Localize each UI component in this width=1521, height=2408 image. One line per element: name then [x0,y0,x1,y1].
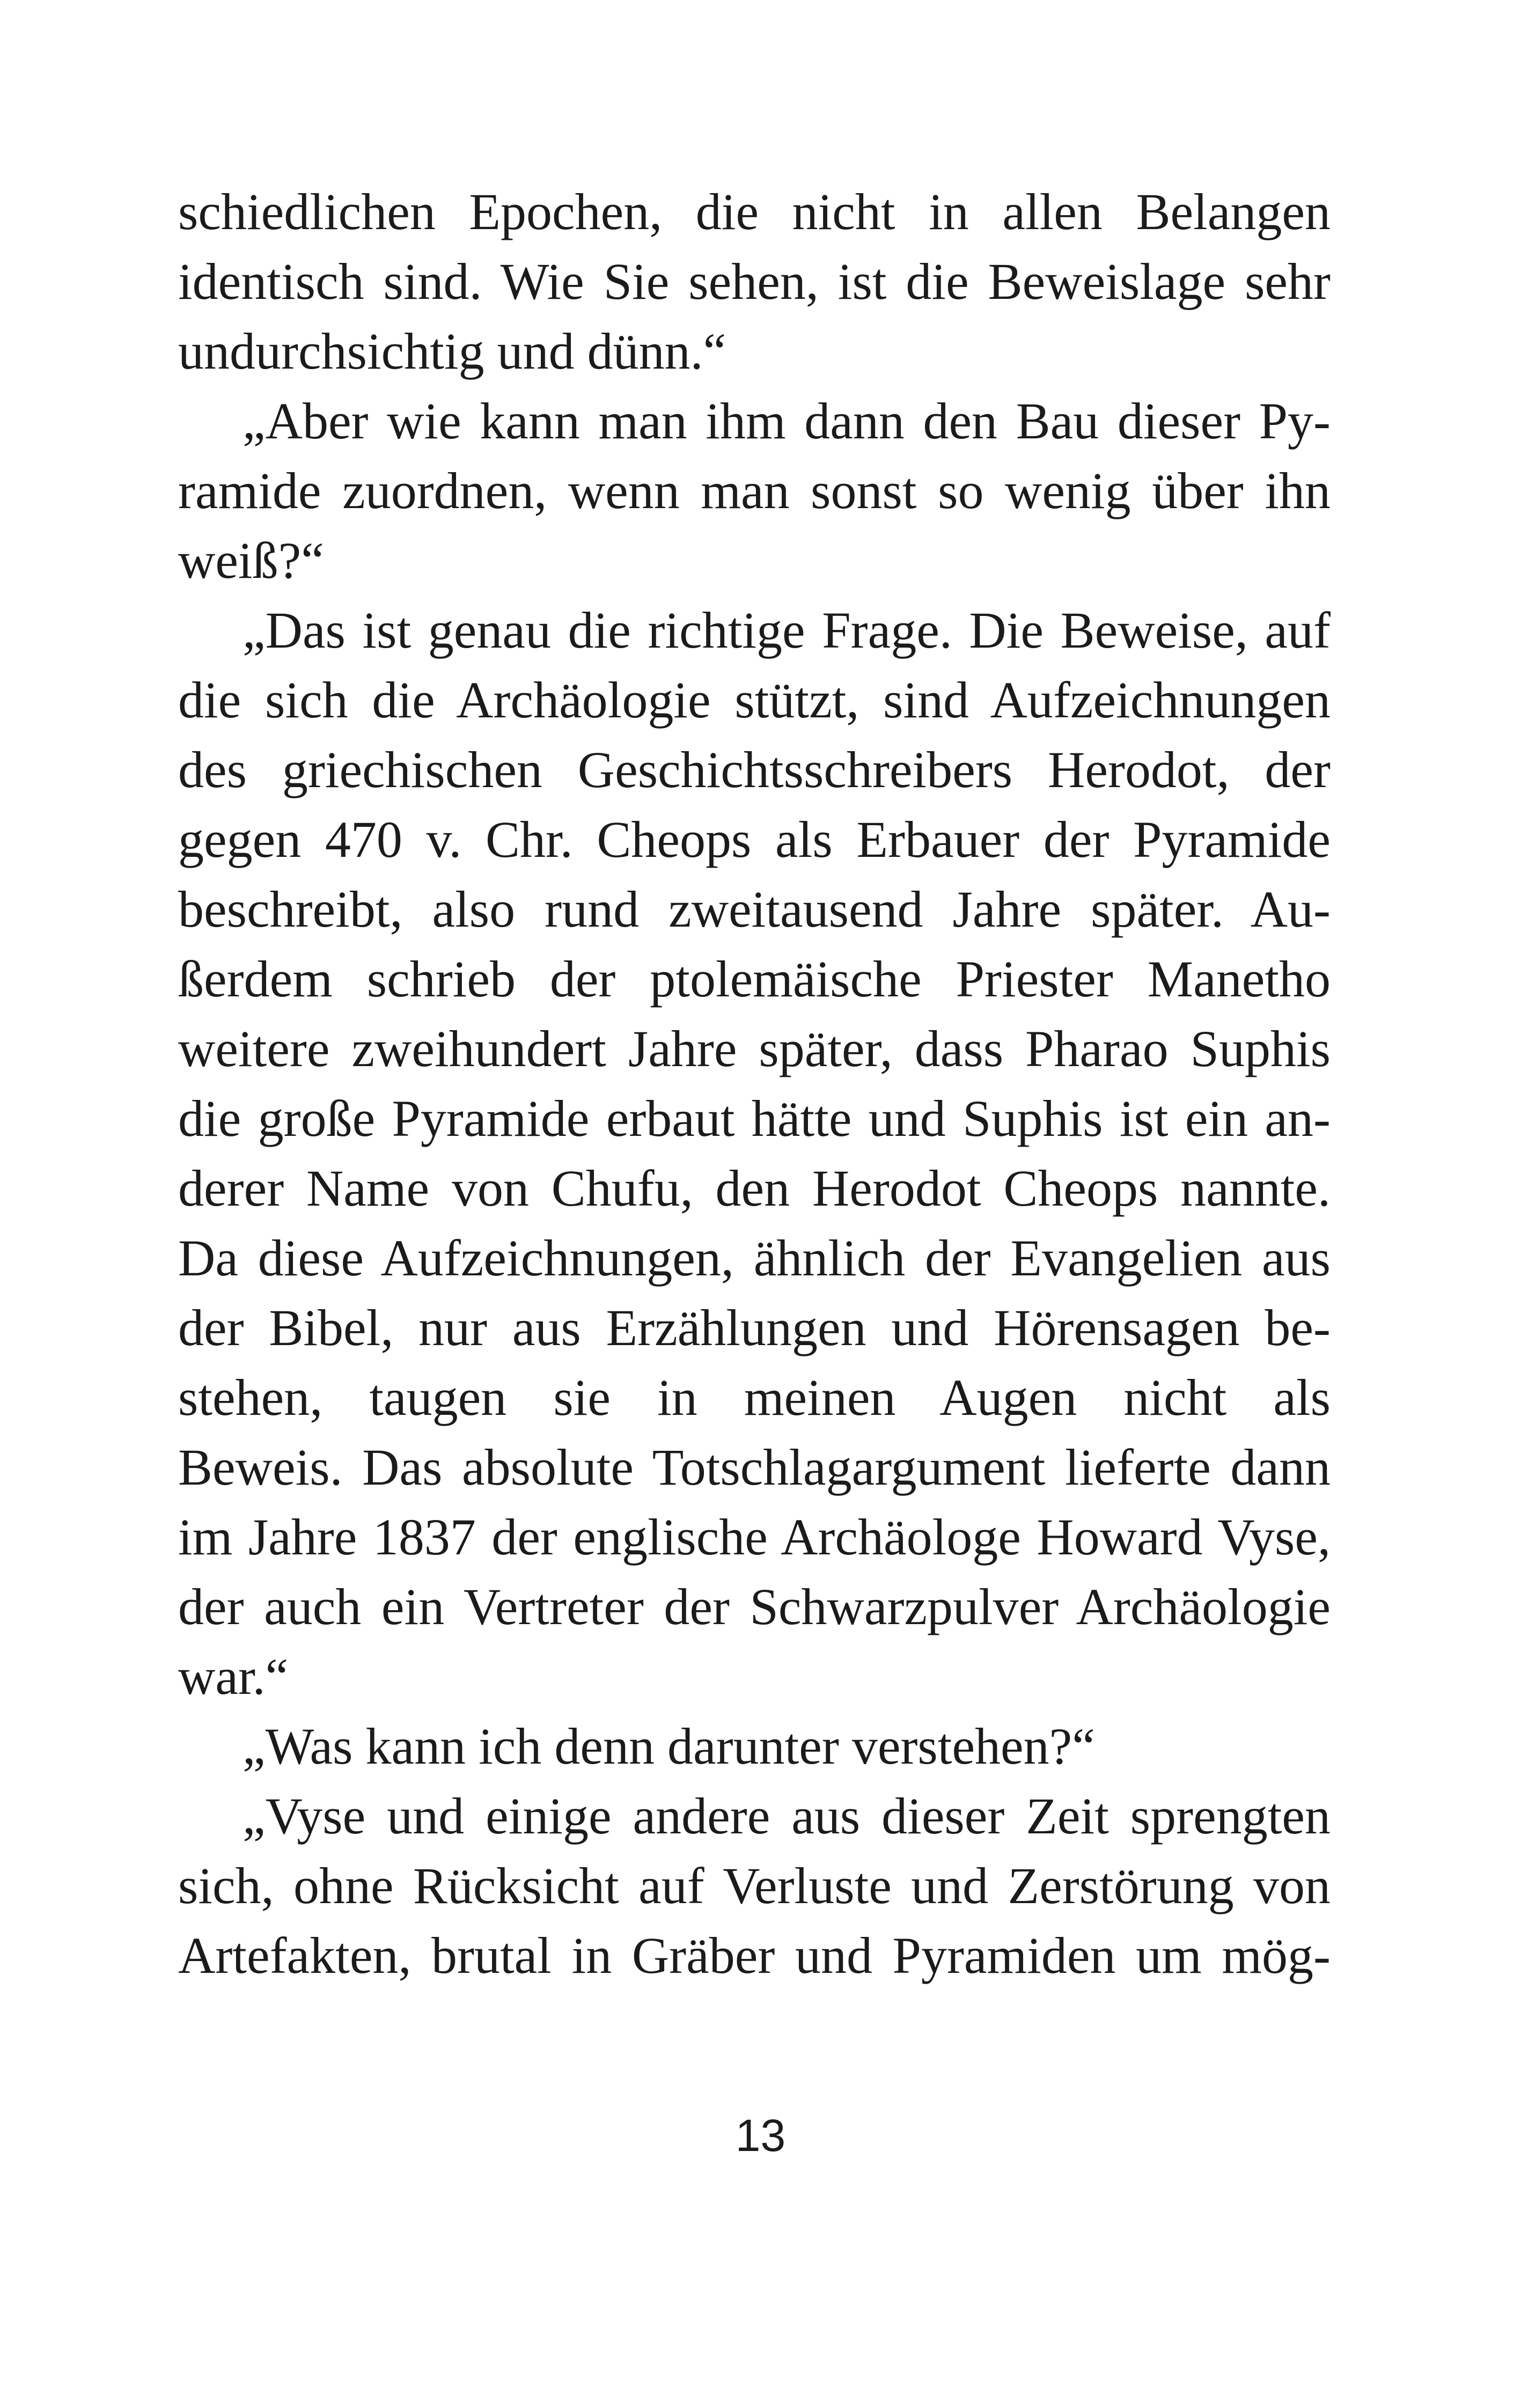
text-line: die sich die Archäologie stützt, sind Aufzeichnungen [178,671,1331,729]
text-line: stehen, taugen sie in meinen Augen nicht als [178,1369,1331,1426]
text-line: identisch sind. Wie Sie sehen, ist die Beweislage sehr [178,253,1331,310]
text-line: „Vyse und einige andere aus dieser Zeit sprengten [243,1787,1331,1845]
text-line: Beweis. Das absolute Totschlagargument lieferte dann [178,1438,1331,1496]
text-line: war.“ [178,1648,289,1705]
text-line: gegen 470 v. Chr. Cheops als Erbauer der Pyramide [178,811,1331,868]
text-line: undurchsichtig und dünn.“ [178,322,726,380]
text-line: ßerdem schrieb der ptolemäische Priester Manetho [178,950,1331,1008]
text-line: sich, ohne Rücksicht auf Verluste und Zerstörung von [178,1857,1331,1914]
text-line: der auch ein Vertreter der Schwarzpulver Archäologie [178,1578,1331,1635]
text-line: die große Pyramide erbaut hätte und Suphis ist ein an- [178,1090,1331,1147]
page-number: 13 [735,2110,786,2161]
text-line: „Das ist genau die richtige Frage. Die Beweise, auf [243,601,1331,659]
text-line: der Bibel, nur aus Erzählungen und Hörensagen be- [178,1299,1331,1356]
text-line: beschreibt, also rund zweitausend Jahre später. Au- [178,880,1331,938]
text-line: im Jahre 1837 der englische Archäologe Howard Vyse, [178,1508,1331,1566]
body-text [178,177,1331,1991]
text-line: „Was kann ich denn darunter verstehen?“ [243,1717,1095,1775]
text-line: Da diese Aufzeichnungen, ähnlich der Evangelien aus [178,1229,1331,1287]
text-line: ramide zuordnen, wenn man sonst so wenig über ihn [178,462,1331,519]
text-line: weitere zweihundert Jahre später, dass Pharao Suphis [178,1020,1331,1077]
text-line: „Aber wie kann man ihm dann den Bau dieser Py- [243,392,1331,450]
text-line: derer Name von Chufu, den Herodot Cheops nannte. [178,1159,1331,1217]
text-line: weiß?“ [178,532,324,589]
text-line: Artefakten, brutal in Gräber und Pyramiden um mög- [178,1927,1331,1984]
text-line: schiedlichen Epochen, die nicht in allen Belangen [178,183,1331,240]
text-line: des griechischen Geschichtsschreibers Herodot, der [178,741,1331,798]
